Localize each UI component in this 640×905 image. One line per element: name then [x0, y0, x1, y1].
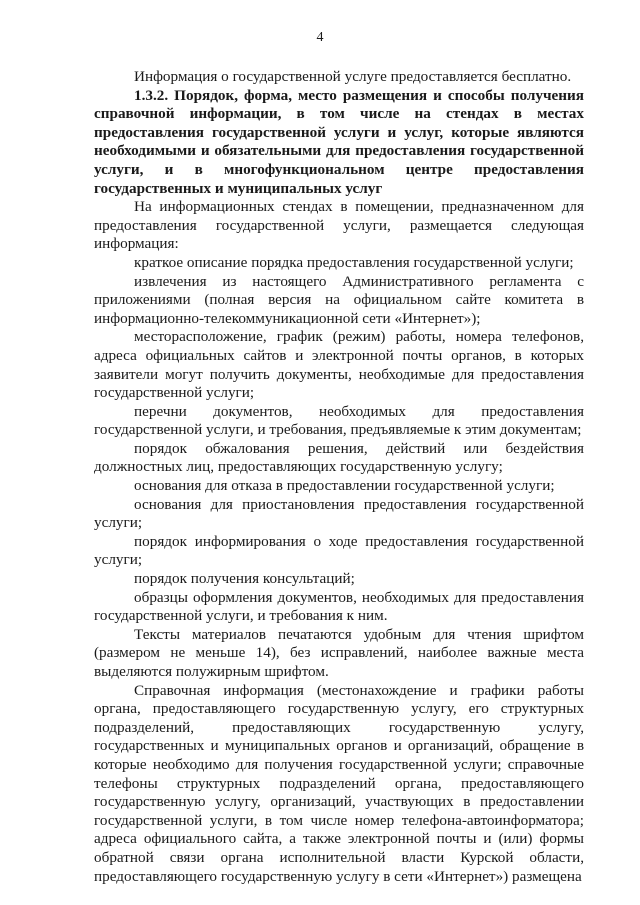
- list-item-description: краткое описание порядка предоставления государственной услуги;: [134, 253, 574, 271]
- list-item-document-samples: образцы оформления документов, необходимых для предоставления государственной услуги, и требования к ним.: [94, 588, 584, 625]
- document-body: [94, 68, 584, 886]
- paragraph-free-service: Информация о государственной услуге предоставляется бесплатно.: [134, 68, 572, 85]
- list-item-suspension-grounds: основания для приостановления предоставления государственной услуги;: [94, 495, 584, 532]
- paragraph-stands-intro: На информационных стендах в помещении, предназначенном для предоставления государственной услуги, размещается следующая информация:: [94, 198, 584, 253]
- page-number: 4: [316, 30, 324, 45]
- list-item-regulation-extracts: извлечения из настоящего Административного регламента с приложениями (полная версия на официальном сайте комитета в информационно-телекоммуникационной сети «Интернет»);: [94, 272, 584, 327]
- section-heading-1-3-2: 1.3.2. Порядок, форма, место размещения и способы получения справочной информации, в том числе на стендах в местах предоставления государственной услуги и услуг, которые являются необходимыми и обязательными для предоставления государственной услуги, и в многофункциональном центре предоставления государственных и муниципальных услуг: [94, 86, 584, 197]
- paragraph-print-requirements: Тексты материалов печатаются удобным для чтения шрифтом (размером не меньше 14), без исправлений, наиболее важные места выделяются полужирным шрифтом.: [94, 625, 584, 680]
- list-item-locations-schedule: месторасположение, график (режим) работы, номера телефонов, адреса официальных сайтов и электронной почты органов, в которых заявители могут получить документы, необходимые для предоставления государственной услуги;: [94, 328, 584, 402]
- list-item-refusal-grounds: основания для отказа в предоставлении государственной услуги;: [134, 477, 555, 495]
- list-item-appeal-procedure: порядок обжалования решения, действий или бездействия должностных лиц, предоставляющих государственную услугу;: [94, 439, 584, 476]
- paragraph-reference-info: Справочная информация (местонахождение и графики работы органа, предоставляющего государственную услугу, его структурных подразделений, предоставляющих государственную услугу, государственных и муниципальных органов и организаций, обращение в которые необходимо для получения государственной услуги; справочные телефоны структурных подразделений органа, предоставляющего государственную услугу, организаций, участвующих в предоставлении государственной услуги, в том числе номер телефона-автоинформатора; адреса официального сайта, а также электронной почты и (или) формы обратной связи органа исполнительной власти Курской области, предоставляющего государственную услугу в сети «Интернет») размещена: [94, 681, 584, 885]
- list-item-document-lists: перечни документов, необходимых для предоставления государственной услуги, и требования, предъявляемые к этим документам;: [94, 402, 584, 439]
- list-item-consultations: порядок получения консультаций;: [134, 570, 355, 588]
- list-item-progress-info: порядок информирования о ходе предоставления государственной услуги;: [94, 532, 584, 569]
